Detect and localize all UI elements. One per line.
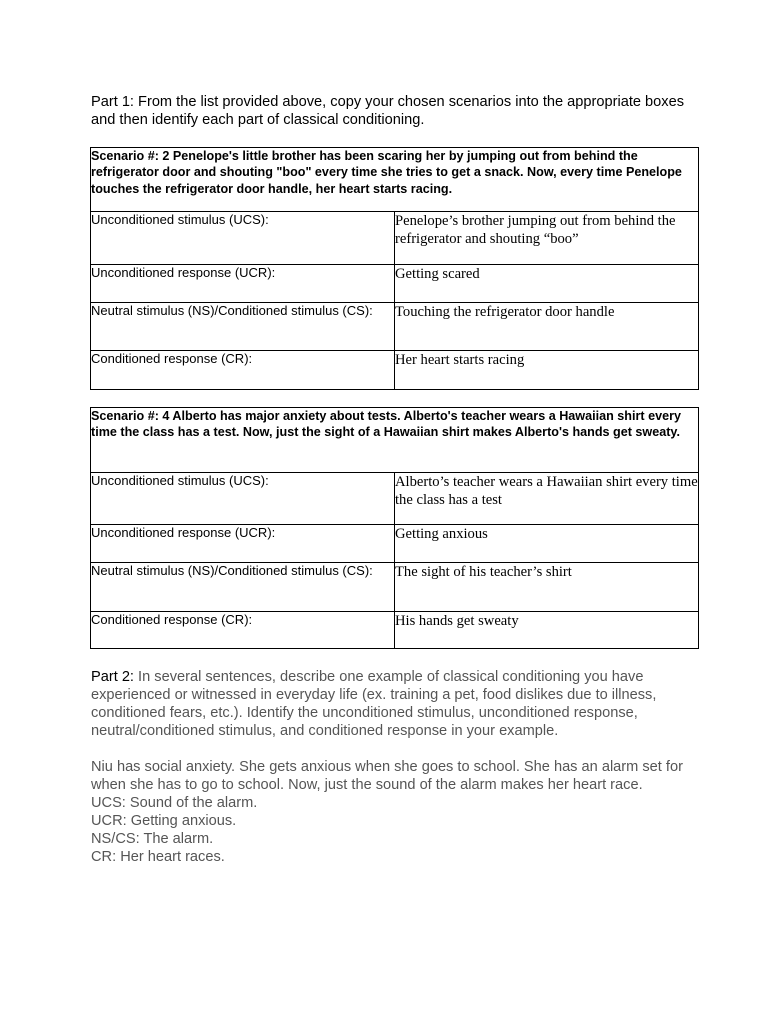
answer-ucr: UCR: Getting anxious.: [91, 813, 237, 829]
scenario-heading: Scenario #: 4 Alberto has major anxiety about tests. Alberto's teacher wears a Hawaiian shirt every time the class has a test. Now, just the sight of a Hawaiian shirt makes Alberto's hands get sweaty.: [91, 408, 699, 473]
answer-ucs: UCS: Sound of the alarm.: [91, 795, 258, 811]
cr-value[interactable]: Her heart starts racing: [395, 351, 699, 390]
scenario-heading: Scenario #: 2 Penelope's little brother has been scaring her by jumping out from behind the refrigerator door and shouting "boo" every time she tries to get a snack. Now, every time Penelope touches the refrigerator door handle, her heart starts racing.: [91, 148, 699, 212]
ucs-value[interactable]: Penelope’s brother jumping out from behind the refrigerator and shouting “boo”: [395, 212, 699, 265]
part2-answer[interactable]: [91, 758, 691, 866]
cr-value[interactable]: His hands get sweaty: [395, 612, 699, 649]
part2-label: Part 2:: [91, 669, 134, 685]
ucs-value[interactable]: Alberto’s teacher wears a Hawaiian shirt every time the class has a test: [395, 473, 699, 525]
answer-paragraph: Niu has social anxiety. She gets anxious when she goes to school. She has an alarm set for when she has to go to school. Now, just the sound of the alarm makes her heart race.: [91, 759, 683, 793]
part2-prompt: In several sentences, describe one example of classical conditioning you have experienced or witnessed in everyday life (ex. training a pet, food dislikes due to illness, conditioned fears, etc.). Identify the unconditioned stimulus, unconditioned response, neutral/conditioned stimulus, and conditioned response in your example.: [91, 669, 657, 739]
answer-ns-cs: NS/CS: The alarm.: [91, 831, 214, 847]
ns-cs-value[interactable]: The sight of his teacher’s shirt: [395, 563, 699, 612]
ns-cs-value[interactable]: Touching the refrigerator door handle: [395, 303, 699, 351]
cr-label: Conditioned response (CR):: [91, 612, 395, 649]
ucr-value[interactable]: Getting scared: [395, 265, 699, 303]
ucr-label: Unconditioned response (UCR):: [91, 525, 395, 563]
part2-instructions: [91, 668, 691, 740]
scenario-table-2: [90, 407, 699, 649]
ucr-value[interactable]: Getting anxious: [395, 525, 699, 563]
ucs-label: Unconditioned stimulus (UCS):: [91, 212, 395, 265]
ucs-label: Unconditioned stimulus (UCS):: [91, 473, 395, 525]
ns-cs-label: Neutral stimulus (NS)/Conditioned stimulus (CS):: [91, 563, 395, 612]
scenario-table-1: [90, 147, 699, 390]
ucr-label: Unconditioned response (UCR):: [91, 265, 395, 303]
part1-instructions: Part 1: From the list provided above, copy your chosen scenarios into the appropriate boxes and then identify each part of classical conditioning.: [91, 94, 684, 128]
ns-cs-label: Neutral stimulus (NS)/Conditioned stimulus (CS):: [91, 303, 395, 351]
answer-cr: CR: Her heart races.: [91, 849, 225, 865]
cr-label: Conditioned response (CR):: [91, 351, 395, 390]
